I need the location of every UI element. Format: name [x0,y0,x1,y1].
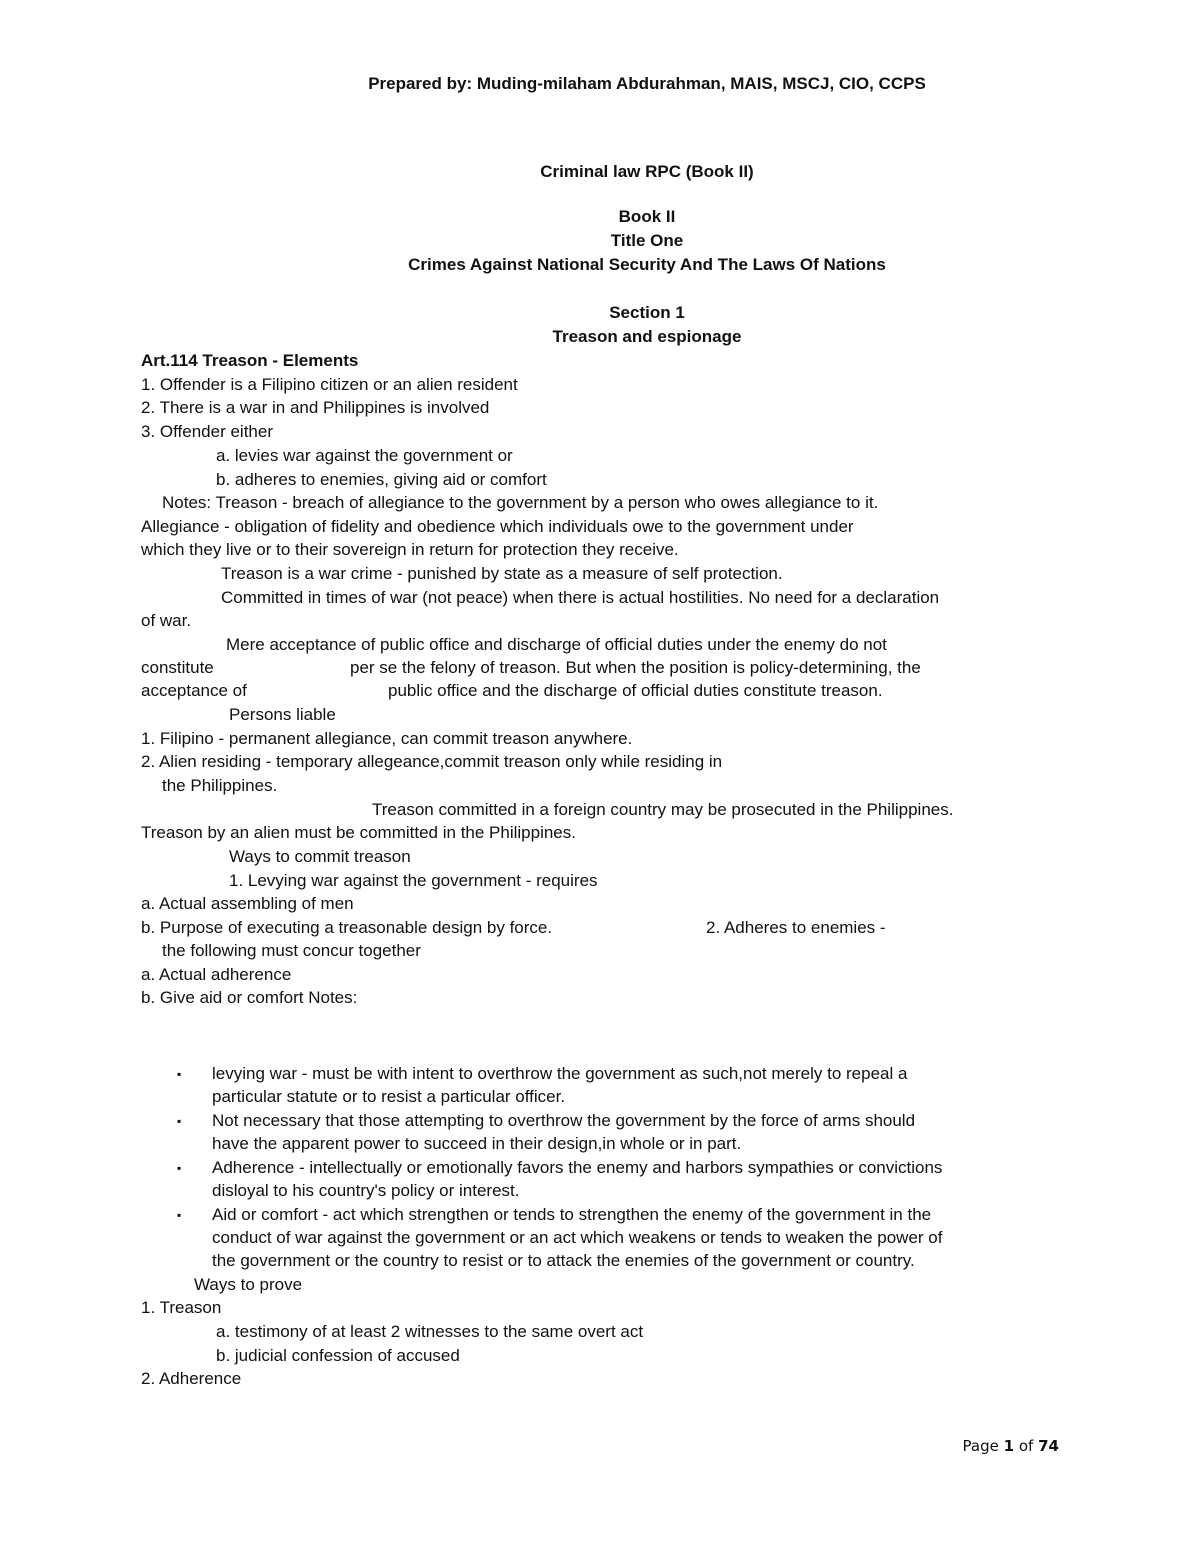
body-line: the Philippines. [162,776,278,795]
body-line: constitute [141,658,214,677]
bullet-marker-icon: ▪ [177,1161,182,1175]
bullet-text: Adherence - intellectually or emotionally favors the enemy and harbors sympathies or convictions [212,1158,943,1177]
bullet-text: levying war - must be with intent to overthrow the government as such,not merely to repeal a [212,1064,908,1083]
body-line: Mere acceptance of public office and discharge of official duties under the enemy do not [226,635,887,654]
page-number-footer [963,1435,1059,1457]
total-pages-number: 74 [1038,1437,1059,1455]
bullet-text: Aid or comfort - act which strengthen or tends to strengthen the enemy of the government in the [212,1205,932,1224]
bullet-marker-icon: ▪ [177,1114,182,1128]
body-line: a. levies war against the government or [216,446,513,465]
body-line: 1. Offender is a Filipino citizen or an alien resident [141,375,518,394]
body-line: public office and the discharge of official duties constitute treason. [388,681,883,700]
section-heading: Section 1 [609,303,685,322]
body-line: acceptance of [141,681,247,700]
body-line: Treason is a war crime - punished by state as a measure of self protection. [221,564,783,583]
title-name-heading: Crimes Against National Security And The Laws Of Nations [408,255,886,274]
article-heading: Art.114 Treason - Elements [141,351,359,370]
body-line: 1. Levying war against the government - requires [229,871,598,890]
body-line: Ways to commit treason [229,847,411,866]
bullet-marker-icon: ▪ [177,1067,182,1081]
body-line: Notes: Treason - breach of allegiance to the government by a person who owes allegiance to it. [162,493,879,512]
bullet-text: the government or the country to resist or to attack the enemies of the government or country. [212,1251,915,1270]
title-one-heading: Title One [610,231,684,250]
body-line: 1. Treason [141,1298,222,1317]
of-word: of [1018,1437,1034,1455]
body-line: per se the felony of treason. But when the position is policy-determining, the [350,658,921,677]
body-line: b. Purpose of executing a treasonable design by force. [141,918,553,937]
body-line: b. adheres to enemies, giving aid or comfort [216,470,547,489]
bullet-marker-icon: ▪ [177,1208,182,1222]
body-line: Ways to prove [194,1275,303,1294]
body-line: 1. Filipino - permanent allegiance, can commit treason anywhere. [141,729,633,748]
body-line: Treason by an alien must be committed in the Philippines. [141,823,576,842]
section-name-heading: Treason and espionage [552,327,742,346]
body-line: Treason committed in a foreign country may be prosecuted in the Philippines. [372,800,954,819]
bullet-text: particular statute or to resist a particular officer. [212,1087,566,1106]
body-line: Allegiance - obligation of fidelity and obedience which individuals owe to the government under [141,517,854,536]
bullet-text: conduct of war against the government or an act which weakens or tends to weaken the power of [212,1228,943,1247]
body-line: Persons liable [229,705,336,724]
body-line: Committed in times of war (not peace) when there is actual hostilities. No need for a declaration [221,588,940,607]
bullet-text: have the apparent power to succeed in their design,in whole or in part. [212,1134,742,1153]
body-line: 2. Adherence [141,1369,242,1388]
page-word: Page [962,1437,999,1455]
body-line: b. judicial confession of accused [216,1346,460,1365]
body-line: the following must concur together [162,941,421,960]
body-line: a. testimony of at least 2 witnesses to the same overt act [216,1322,644,1341]
body-line: b. Give aid or comfort Notes: [141,988,358,1007]
bullet-text: Not necessary that those attempting to overthrow the government by the force of arms should [212,1111,916,1130]
book-heading: Book II [618,207,676,226]
prepared-by-header: Prepared by: Muding-milaham Abdurahman, MAIS, MSCJ, CIO, CCPS [368,74,926,93]
document-title: Criminal law RPC (Book II) [540,162,754,181]
body-line: 2. Alien residing - temporary allegeance,commit treason only while residing in [141,752,723,771]
body-line: a. Actual assembling of men [141,894,354,913]
current-page-number: 1 [1003,1437,1015,1455]
body-line: 3. Offender either [141,422,273,441]
body-line: a. Actual adherence [141,965,292,984]
body-line: which they live or to their sovereign in return for protection they receive. [141,540,679,559]
body-line: 2. Adheres to enemies - [706,918,886,937]
bullet-text: disloyal to his country's policy or interest. [212,1181,520,1200]
body-line: 2. There is a war in and Philippines is involved [141,398,490,417]
body-line: of war. [141,611,192,630]
